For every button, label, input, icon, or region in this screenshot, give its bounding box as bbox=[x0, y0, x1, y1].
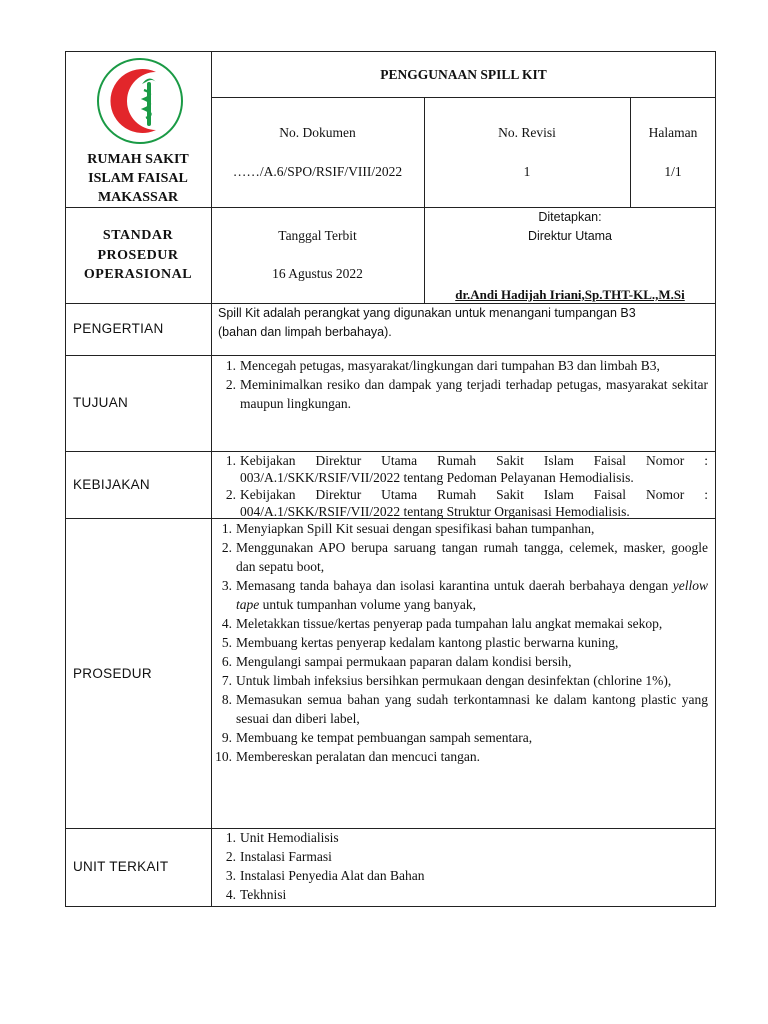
section-label-tujuan: TUJUAN bbox=[73, 395, 129, 410]
list-item: 3. Memasang tanda bahaya dan isolasi karantina untuk daerah berbahaya dengan yellow tape untuk tumpanhan volume yang banyak, bbox=[221, 578, 708, 612]
table-border-bottom bbox=[65, 906, 716, 907]
list-item: 1. Mencegah petugas, masyarakat/lingkungan dari tumpahan B3 dan limbah B3, bbox=[225, 358, 660, 373]
page-label: Halaman bbox=[648, 125, 698, 140]
list-item-text: Meletakkan tissue/kertas penyerap pada tumpahan lalu angkat memakai sekop, bbox=[236, 616, 663, 631]
list-item-text: Membuang kertas penyerap kedalam kantong plastic berwarna kuning, bbox=[236, 635, 619, 650]
list-item: 1. Kebijakan Direktur Utama Rumah Sakit Islam Faisal Nomor : 003/A.1/SKK/RSIF/VII/2022 tentang Pedoman Pelayanan Hemodialisis. bbox=[225, 453, 708, 485]
doc-no-label: No. Dokumen bbox=[279, 125, 356, 140]
list-item-text: Memasukan semua bahan yang sudah terkontamnasi ke dalam kantong plastic yang sesuai dan diberi label, bbox=[236, 692, 708, 726]
sop-title-line: STANDAR bbox=[102, 228, 174, 243]
list-item-text: Unit Hemodialisis bbox=[240, 830, 339, 845]
section-label-pengertian: PENGERTIAN bbox=[73, 321, 164, 336]
list-item-text: Membereskan peralatan dan mencuci tangan. bbox=[236, 749, 481, 764]
list-item-text: Instalasi Farmasi bbox=[240, 849, 332, 864]
list-item: 5. Membuang kertas penyerap kedalam kantong plastic berwarna kuning, bbox=[221, 635, 619, 650]
list-item: 6. Mengulangi sampai permukaan paparan dalam kondisi bersih, bbox=[221, 654, 572, 669]
revision-label: No. Revisi bbox=[498, 125, 556, 140]
pengertian-line: Spill Kit adalah perangkat yang digunakan untuk menangani tumpangan B3 bbox=[218, 306, 636, 320]
list-item-text: Tekhnisi bbox=[240, 887, 287, 902]
approved-label: Ditetapkan: bbox=[538, 210, 602, 224]
hospital-logo bbox=[94, 58, 186, 144]
list-item: 1. Unit Hemodialisis bbox=[225, 830, 339, 845]
section-label-unit-terkait: UNIT TERKAIT bbox=[73, 859, 169, 874]
tujuan-list bbox=[218, 356, 708, 413]
list-item-emphasis: yellow tape bbox=[236, 578, 708, 612]
list-item: 8. Memasukan semua bahan yang sudah terkontamnasi ke dalam kantong plastic yang sesuai dan diberi label, bbox=[221, 692, 708, 726]
issue-date-value: 16 Agustus 2022 bbox=[272, 266, 363, 281]
unit-terkait-list bbox=[218, 828, 708, 904]
list-item: 3. Instalasi Penyedia Alat dan Bahan bbox=[225, 868, 425, 883]
list-item: 4. Meletakkan tissue/kertas penyerap pada tumpahan lalu angkat memakai sekop, bbox=[221, 616, 663, 631]
table-line bbox=[211, 97, 716, 98]
revision-value: 1 bbox=[523, 164, 531, 179]
hospital-name bbox=[65, 150, 211, 207]
list-item-text: Memasang tanda bahaya dan isolasi karantina untuk daerah berbahaya dengan bbox=[236, 578, 669, 593]
document-title: PENGGUNAAN SPILL KIT bbox=[380, 67, 547, 82]
doc-no-value: ……/A.6/SPO/RSIF/VIII/2022 bbox=[232, 164, 403, 179]
approver-name: dr.Andi Hadijah Iriani,Sp.THT-KL.,M.Si bbox=[455, 287, 685, 302]
issue-date-label: Tanggal Terbit bbox=[278, 228, 357, 243]
list-item-text: Instalasi Penyedia Alat dan Bahan bbox=[240, 868, 425, 883]
list-item-text: Kebijakan Direktur Utama Rumah Sakit Islam Faisal Nomor : 004/A.1/SKK/RSIF/VII/2022 tentang Struktur Organisasi Hemodialisis. bbox=[240, 487, 708, 519]
list-item: 2. Meminimalkan resiko dan dampak yang terjadi terhadap petugas, masyarakat sekitar maupun lingkungan. bbox=[225, 377, 708, 411]
list-item-text: Membuang ke tempat pembuangan sampah sementara, bbox=[236, 730, 533, 745]
section-label-kebijakan: KEBIJAKAN bbox=[73, 477, 150, 492]
sop-title-line: PROSEDUR bbox=[97, 247, 179, 263]
pengertian-line: (bahan dan limpah berbahaya). bbox=[218, 325, 392, 339]
list-item-text: Untuk limbah infeksius bersihkan permukaan dengan desinfektan (chlorine 1%), bbox=[236, 673, 672, 688]
list-item-text: Menggunakan APO berupa saruang tangan rumah tangga, celemek, masker, google dan sepatu boot, bbox=[236, 540, 708, 574]
list-item-text: Meminimalkan resiko dan dampak yang terjadi terhadap petugas, masyarakat sekitar maupun lingkungan. bbox=[240, 377, 708, 411]
crescent-caduceus-icon bbox=[94, 58, 186, 144]
hospital-name-line: RUMAH SAKIT bbox=[87, 152, 189, 167]
sop-title bbox=[65, 226, 211, 285]
list-item: 2. Kebijakan Direktur Utama Rumah Sakit Islam Faisal Nomor : 004/A.1/SKK/RSIF/VII/2022 tentang Struktur Organisasi Hemodialisis. bbox=[225, 487, 708, 519]
table-line bbox=[630, 97, 631, 208]
hospital-name-line: ISLAM FAISAL bbox=[88, 171, 188, 186]
list-item-text: untuk tumpanhan volume yang banyak, bbox=[262, 597, 476, 612]
table-border-top bbox=[65, 51, 716, 52]
page-value: 1/1 bbox=[664, 164, 682, 179]
list-item: 2. Menggunakan APO berupa saruang tangan rumah tangga, celemek, masker, google dan sepatu boot, bbox=[221, 540, 708, 574]
list-item: 9. Membuang ke tempat pembuangan sampah sementara, bbox=[221, 730, 533, 745]
list-item: 4. Tekhnisi bbox=[225, 887, 287, 902]
list-item-text: Menyiapkan Spill Kit sesuai dengan spesifikasi bahan tumpanhan, bbox=[236, 521, 595, 536]
pengertian-text bbox=[218, 304, 708, 342]
list-item-text: Mencegah petugas, masyarakat/lingkungan dari tumpahan B3 dan limbah B3, bbox=[240, 358, 660, 373]
kebijakan-list bbox=[218, 452, 708, 520]
list-item: 10. Membereskan peralatan dan mencuci tangan. bbox=[215, 749, 481, 764]
sop-title-line: OPERASIONAL bbox=[83, 267, 193, 282]
list-item: 2. Instalasi Farmasi bbox=[225, 849, 332, 864]
section-label-prosedur: PROSEDUR bbox=[73, 666, 152, 681]
list-item-text: Mengulangi sampai permukaan paparan dalam kondisi bersih, bbox=[236, 654, 572, 669]
approved-role: Direktur Utama bbox=[527, 229, 613, 243]
list-item-text: Kebijakan Direktur Utama Rumah Sakit Islam Faisal Nomor : 003/A.1/SKK/RSIF/VII/2022 tentang Pedoman Pelayanan Hemodialisis. bbox=[240, 453, 708, 485]
hospital-name-line: MAKASSAR bbox=[97, 190, 179, 205]
list-item: 1. Menyiapkan Spill Kit sesuai dengan spesifikasi bahan tumpanhan, bbox=[221, 521, 595, 536]
prosedur-list bbox=[214, 519, 708, 766]
list-item: 7. Untuk limbah infeksius bersihkan permukaan dengan desinfektan (chlorine 1%), bbox=[221, 673, 672, 688]
